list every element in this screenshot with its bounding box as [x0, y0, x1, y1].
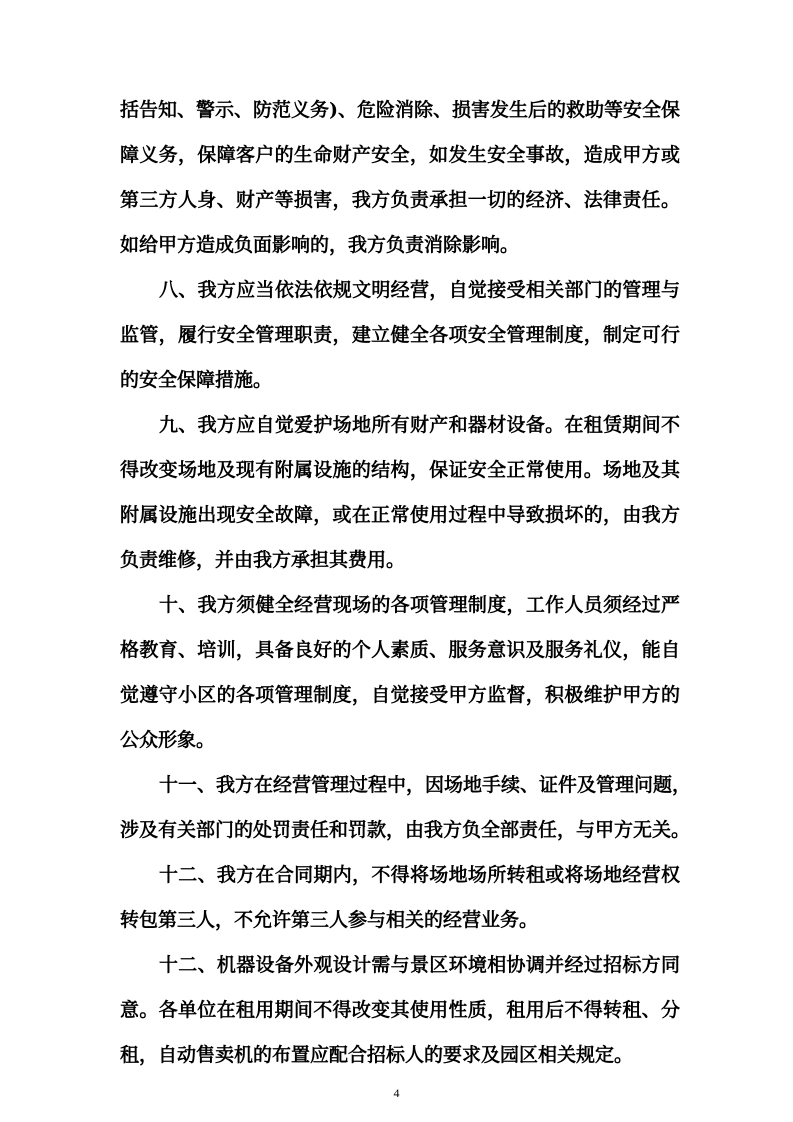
paragraph-first-line: 九、我方应自觉爱护场地所有财产和器材设备。在租赁期间不 — [159, 414, 680, 436]
text-line: 附属设施出现安全故障，或在正常使用过程中导致损坏的，由我方 — [120, 504, 680, 526]
text-line: 如给甲方造成负面影响的，我方负责消除影响。 — [120, 234, 520, 256]
paragraph-first-line: 八、我方应当依法依规文明经营，自觉接受相关部门的管理与 — [159, 279, 680, 301]
text-line: 障义务，保障客户的生命财产安全，如发生安全事故，造成甲方或 — [120, 144, 680, 166]
text-line: 括告知、警示、防范义务)、危险消除、损害发生后的救助等安全保 — [120, 99, 680, 121]
paragraph-first-line: 十二、机器设备外观设计需与景区环境相协调并经过招标方同 — [159, 954, 680, 976]
text-line: 负责维修，并由我方承担其费用。 — [120, 549, 406, 571]
page-number: 4 — [393, 1086, 400, 1100]
text-line: 的安全保障措施。 — [120, 369, 273, 391]
text-line: 公众形象。 — [120, 729, 216, 751]
text-line: 监管，履行安全管理职责，建立健全各项安全管理制度，制定可行 — [120, 324, 680, 346]
paragraph-first-line: 十一、我方在经营管理过程中，因场地手续、证件及管理问题， — [159, 774, 692, 796]
text-line: 意。各单位在租用期间不得改变其使用性质，租用后不得转租、分 — [120, 999, 680, 1021]
text-line: 涉及有关部门的处罚责任和罚款，由我方负全部责任，与甲方无关。 — [120, 819, 691, 841]
text-line: 第三方人身、财产等损害，我方负责承担一切的经济、法律责任。 — [120, 189, 680, 211]
paragraph-first-line: 十、我方须健全经营现场的各项管理制度，工作人员须经过严 — [159, 594, 680, 616]
text-line: 得改变场地及现有附属设施的结构，保证安全正常使用。场地及其 — [120, 459, 680, 481]
text-line: 租，自动售卖机的布置应配合招标人的要求及园区相关规定。 — [120, 1044, 634, 1066]
text-line: 觉遵守小区的各项管理制度，自觉接受甲方监督，积极维护甲方的 — [120, 684, 680, 706]
text-line: 转包第三人，不允许第三人参与相关的经营业务。 — [120, 909, 539, 931]
paragraph-first-line: 十二、我方在合同期内，不得将场地场所转租或将场地经营权 — [159, 864, 680, 886]
text-line: 格教育、培训，具备良好的个人素质、服务意识及服务礼仪，能自 — [120, 639, 680, 661]
document-body — [120, 88, 692, 1078]
